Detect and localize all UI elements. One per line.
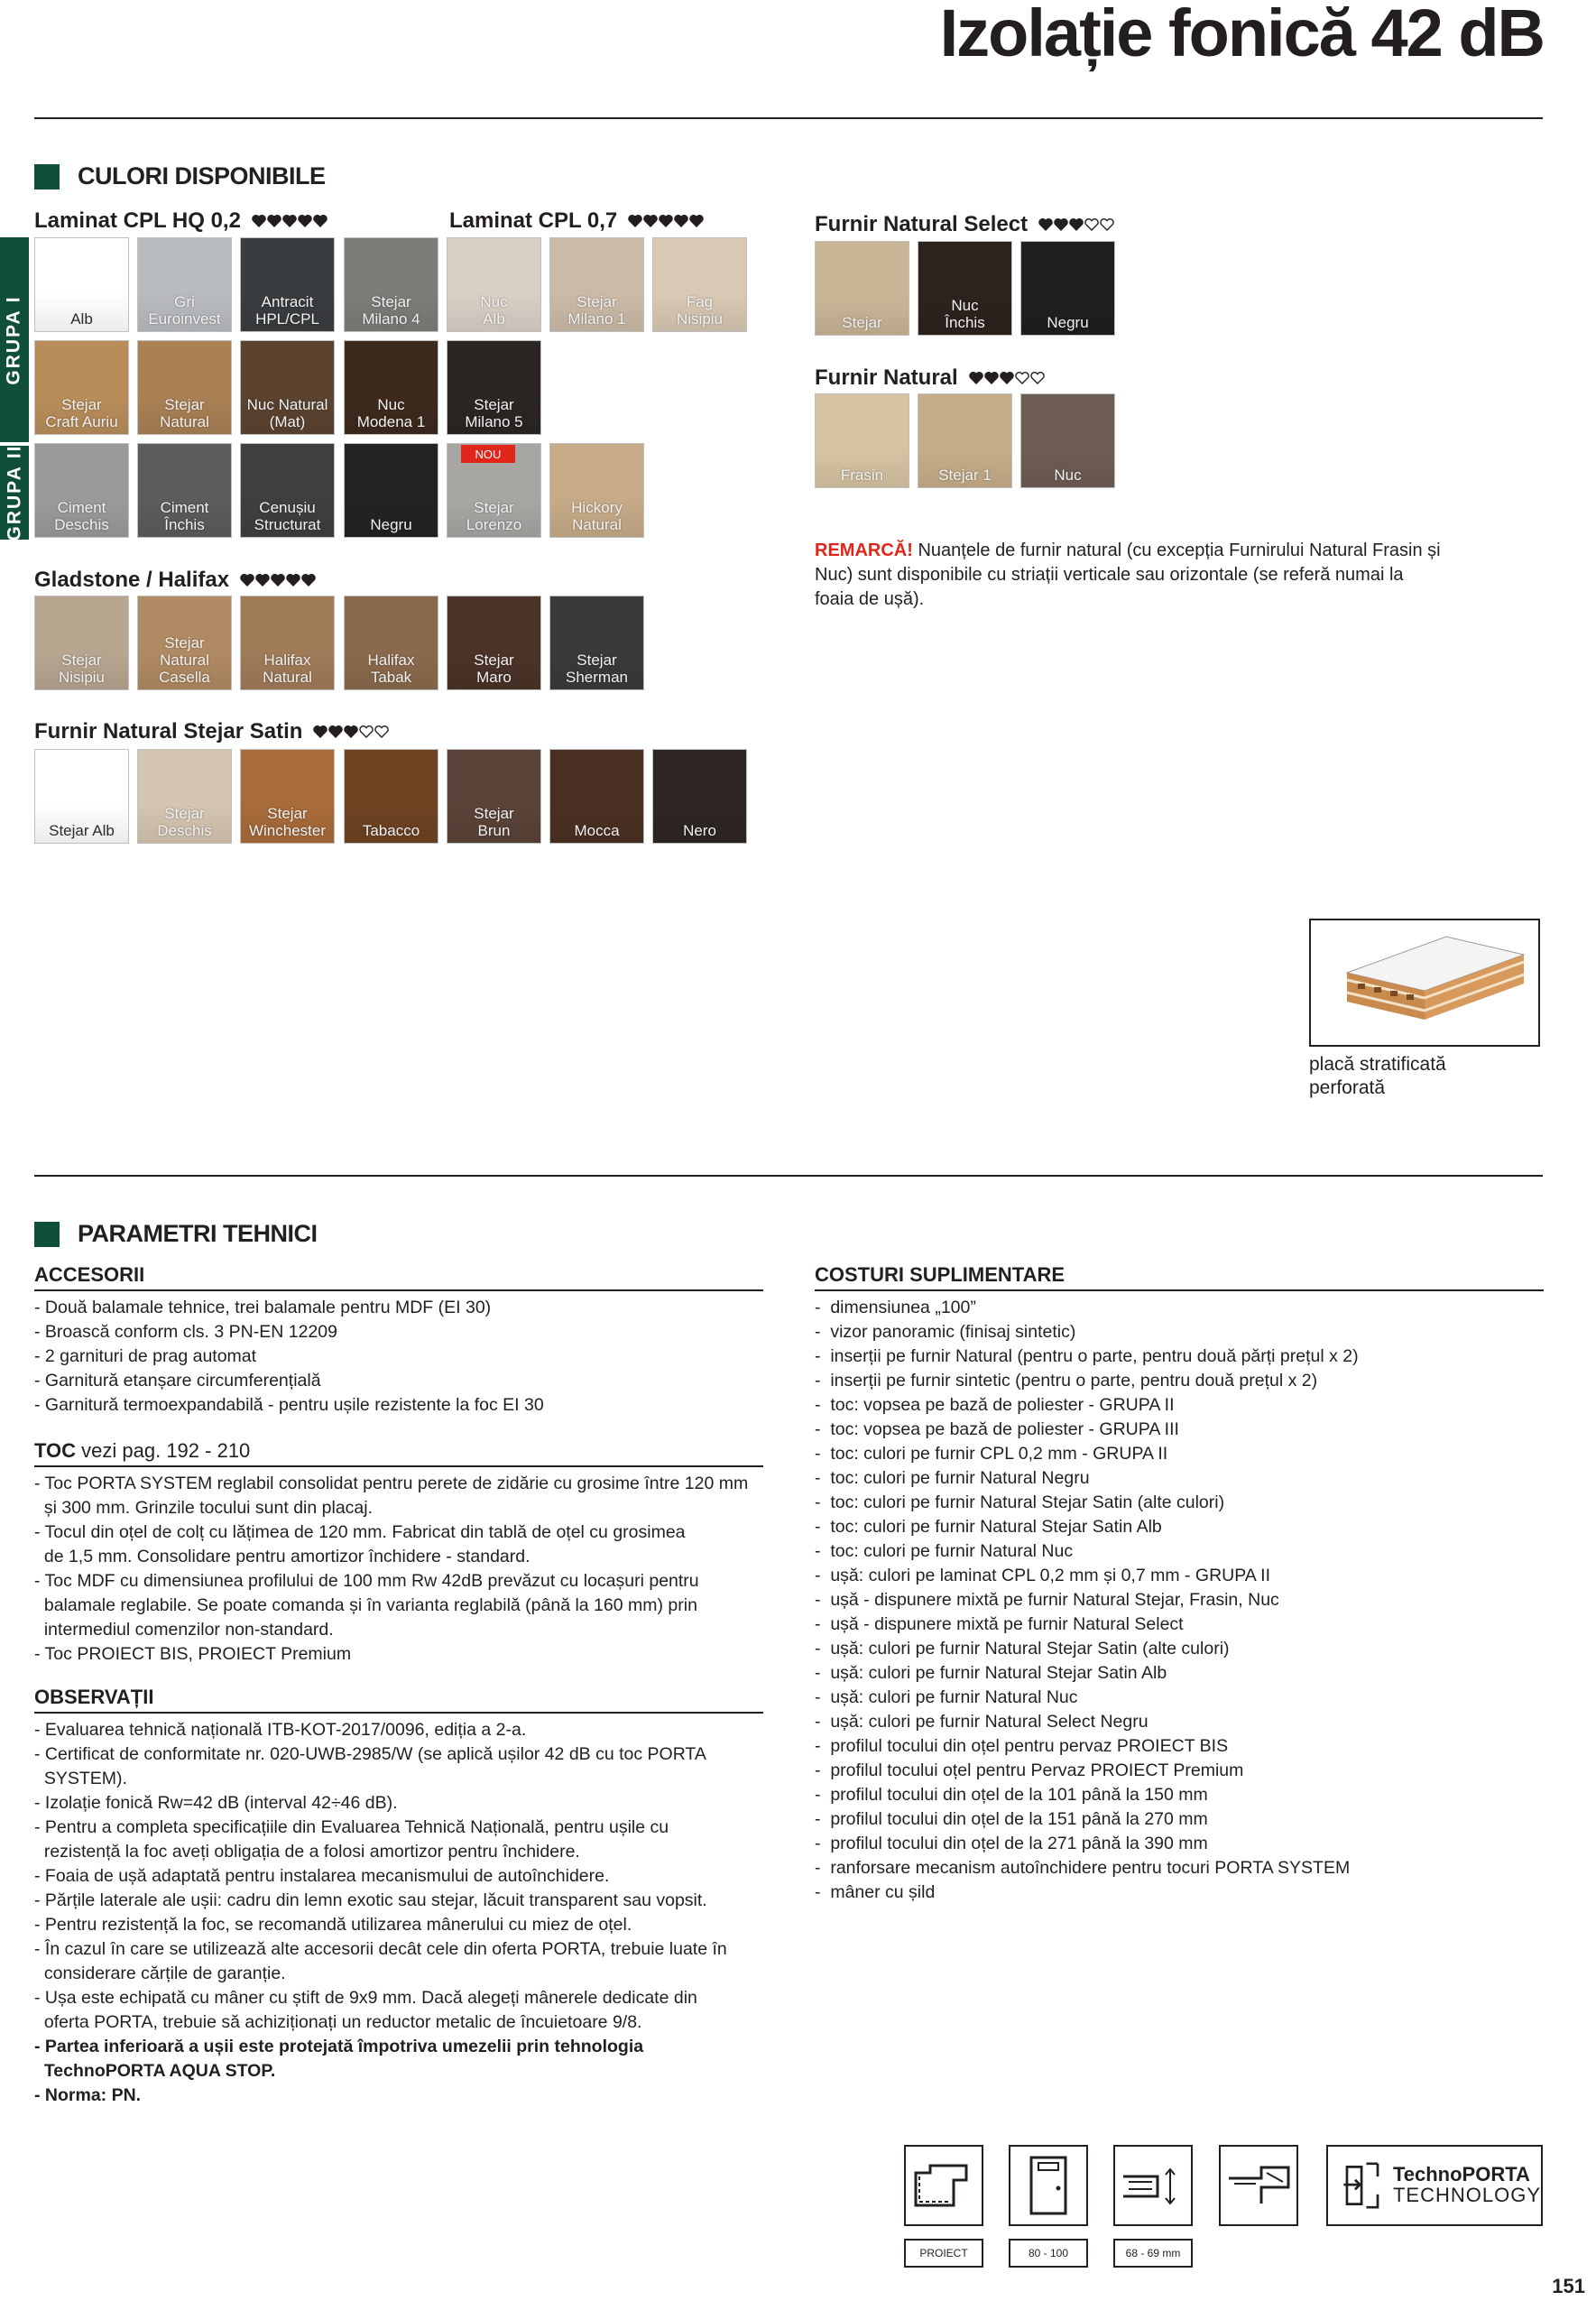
color-swatch <box>918 393 1012 488</box>
list-item: - profilul tocului oțel pentru Pervaz PROIECT Premium <box>815 1760 1244 1780</box>
swatch-label: Stejar Maro <box>474 651 514 686</box>
section-marker-icon <box>34 1222 60 1247</box>
group-furnir-natural: Furnir Natural <box>815 365 1045 391</box>
color-swatch <box>815 241 909 336</box>
list-item: - Părțile laterale ale ușii: cadru din lemn exotic sau stejar, lăcuit transparent sau vopsit. <box>34 1890 707 1910</box>
rating-icon <box>240 574 316 587</box>
swatch-label: Antracit HPL/CPL <box>255 293 319 328</box>
list-item: - În cazul în care se utilizează alte accesorii decât cele din oferta PORTA, trebuie luate în considerare cărțile de garanție. <box>34 1939 727 1983</box>
swatch-label: Nero <box>683 822 716 839</box>
swatch-label: Nuc Modena 1 <box>356 396 426 430</box>
technoporta-name: TechnoPORTA <box>1392 2163 1530 2185</box>
swatch-label: Nuc <box>1054 467 1082 484</box>
list-item: - Tocul din oțel de colț cu lățimea de 120 mm. Fabricat din tablă de oțel cu grosimea de 1,5 mm. Consolidare pentru amortizor închidere - standard. <box>34 1522 686 1566</box>
list-item: - ușă: culori pe furnir Natural Select Negru <box>815 1712 1149 1732</box>
divider <box>34 1175 1543 1177</box>
list-item: - Pentru a completa specificațiile din Evaluarea Tehnică Națională, pentru ușile cu rezistență la foc aveți obligația de a folosi amortizor pentru închidere. <box>34 1817 669 1862</box>
list-item: - toc: culori pe furnir Natural Stejar Satin Alb <box>815 1517 1162 1537</box>
color-swatch <box>137 596 232 690</box>
list-item: - Certificat de conformitate nr. 020-UWB-2985/W (se aplică ușilor 42 dB cu toc PORTA SYSTEM). <box>34 1744 706 1788</box>
page-title: Izolație fonică 42 dB <box>939 0 1544 70</box>
section-colors <box>34 162 326 190</box>
list-item: - ușă: culori pe furnir Natural Stejar Satin (alte culori) <box>815 1639 1230 1659</box>
color-swatch <box>344 596 438 690</box>
list-item: - dimensiunea „100” <box>815 1298 976 1317</box>
color-swatch <box>549 596 644 690</box>
list-item: - vizor panoramic (finisaj sintetic) <box>815 1322 1076 1342</box>
swatch-label: Stejar Milano 4 <box>362 293 420 328</box>
technoporta-sub: TECHNOLOGY <box>1392 2184 1541 2206</box>
color-swatch <box>34 237 129 332</box>
color-swatch <box>34 749 129 844</box>
swatch-label: Stejar Alb <box>49 822 115 839</box>
color-swatch <box>344 443 438 538</box>
color-swatch <box>137 340 232 435</box>
list-item: - toc: culori pe furnir Natural Nuc <box>815 1541 1074 1561</box>
color-swatch <box>447 237 541 332</box>
list-item: - toc: vopsea pe bază de poliester - GRUPA II <box>815 1395 1175 1415</box>
section-title: CULORI DISPONIBILE <box>78 162 326 189</box>
color-swatch <box>344 237 438 332</box>
swatch-label: Nuc Natural (Mat) <box>246 396 328 430</box>
rating-icon <box>969 372 1045 384</box>
list-item: - Toc PROIECT BIS, PROIECT Premium <box>34 1644 352 1664</box>
list-item-bold: - Partea inferioară a ușii este protejată împotriva umezelii prin tehnologia TechnoPORTA AQUA STOP. <box>34 2037 644 2081</box>
color-swatch <box>240 749 335 844</box>
swatch-label: Ciment Deschis <box>54 499 109 533</box>
color-swatch <box>34 596 129 690</box>
list-item: - Garnitură etanșare circumferențială <box>34 1371 321 1391</box>
list-item: - ranforsare mecanism autoînchidere pentru tocuri PORTA SYSTEM <box>815 1858 1351 1878</box>
swatch-label: Stejar 1 <box>938 467 992 484</box>
list-item: - toc: culori pe furnir Natural Stejar Satin (alte culori) <box>815 1492 1225 1512</box>
swatch-label: Stejar Deschis <box>157 805 212 839</box>
swatch-label: Alb <box>70 310 93 328</box>
list-item: - profilul tocului din oțel de la 101 până la 150 mm <box>815 1785 1208 1805</box>
color-swatch <box>447 749 541 844</box>
rating-icon <box>252 215 328 227</box>
icon-label: 68 - 69 mm <box>1113 2239 1193 2268</box>
swatch-label: Stejar Sherman <box>566 651 628 686</box>
swatch-label: Stejar Milano 5 <box>465 396 523 430</box>
list-item: - profilul tocului din oțel pentru pervaz PROIECT BIS <box>815 1736 1229 1756</box>
swatch-label: Nuc Alb <box>480 293 508 328</box>
section-title: PARAMETRI TEHNICI <box>78 1220 318 1247</box>
swatch-label: Stejar Natural <box>160 396 209 430</box>
list-item: - mâner cu șild <box>815 1882 936 1902</box>
plate-caption: placă stratificată perforată <box>1309 1054 1446 1098</box>
observatii-list <box>34 1718 774 2108</box>
swatch-label: Stejar Winchester <box>248 805 327 839</box>
list-item: - Broască conform cls. 3 PN-EN 12209 <box>34 1322 337 1342</box>
list-item: - Evaluarea tehnică națională ITB-KOT-2017/0096, ediția a 2-a. <box>34 1720 527 1740</box>
accesorii-list <box>34 1296 774 1418</box>
color-swatch <box>1020 393 1115 488</box>
door-size-icon <box>1009 2145 1088 2226</box>
icon-label: PROIECT <box>904 2239 983 2268</box>
swatch-label: Negru <box>370 516 412 533</box>
list-item: - ușă: culori pe laminat CPL 0,2 mm și 0,7 mm - GRUPA II <box>815 1566 1270 1585</box>
list-item-bold: - Norma: PN. <box>34 2085 142 2105</box>
list-item: - toc: culori pe furnir Natural Negru <box>815 1468 1090 1488</box>
frame-profile-icon <box>904 2145 983 2226</box>
grupa-1-band: GRUPA I <box>0 237 29 442</box>
swatch-label: Halifax Natural <box>263 651 312 686</box>
list-item: - ușă: culori pe furnir Natural Stejar Satin Alb <box>815 1663 1167 1683</box>
rating-icon <box>1038 218 1114 231</box>
swatch-label: Stejar Craft Auriu <box>45 396 118 430</box>
list-item: - inserții pe furnir sintetic (pentru o parte, pentru două prețul x 2) <box>815 1371 1318 1391</box>
divider <box>34 117 1543 119</box>
list-item: - Ușa este echipată cu mâner cu știft de 9x9 mm. Dacă alegeți mânerele dedicate din oferta PORTA, trebuie să achiziționați un reductor metalic de încuietoare 9/8. <box>34 1988 697 2032</box>
color-swatch <box>137 749 232 844</box>
group-gladstone: Gladstone / Halifax <box>34 568 316 593</box>
costuri-list <box>815 1296 1554 1905</box>
color-swatch <box>549 237 644 332</box>
color-swatch <box>652 237 747 332</box>
list-item: - ușă - dispunere mixtă pe furnir Natural Stejar, Frasin, Nuc <box>815 1590 1279 1610</box>
remark-note: REMARCĂ! Nuanțele de furnir natural (cu excepția Furnirului Natural Frasin și Nuc) sunt disponibile cu striații verticale sau orizontale (se referă numai la foaia de ușă). <box>815 541 1441 609</box>
list-item: - 2 garnituri de prag automat <box>34 1346 257 1366</box>
swatch-label: Halifax Tabak <box>367 651 415 686</box>
color-swatch <box>447 596 541 690</box>
swatch-label: Ciment Închis <box>160 499 209 533</box>
group-stejar-satin: Furnir Natural Stejar Satin <box>34 719 389 744</box>
new-badge: NOU <box>461 445 515 463</box>
swatch-label: Stejar Brun <box>474 805 514 839</box>
color-swatch <box>344 749 438 844</box>
color-swatch <box>240 340 335 435</box>
costuri-heading: COSTURI SUPLIMENTARE <box>815 1263 1544 1291</box>
color-swatch <box>447 340 541 435</box>
grupa-2-band: GRUPA II <box>0 446 29 540</box>
layered-plate-image <box>1309 919 1540 1047</box>
icon-label: 80 - 100 <box>1009 2239 1088 2268</box>
swatch-label: Frasin <box>840 467 884 484</box>
list-item: - ușă: culori pe furnir Natural Nuc <box>815 1687 1078 1707</box>
list-item: - inserții pe furnir Natural (pentru o parte, pentru două părți prețul x 2) <box>815 1346 1359 1366</box>
swatch-label: Nuc Închis <box>945 297 985 331</box>
section-params <box>34 1220 318 1248</box>
list-item: - Două balamale tehnice, trei balamale pentru MDF (EI 30) <box>34 1298 492 1317</box>
list-item: - Izolație fonică Rw=42 dB (interval 42÷46 dB). <box>34 1793 398 1813</box>
technoporta-icon <box>1339 2158 1386 2213</box>
rating-icon <box>313 725 389 738</box>
list-item: - Foaia de ușă adaptată pentru instalarea mecanismului de autoînchidere. <box>34 1866 610 1886</box>
swatch-label: Stejar Natural Casella <box>159 634 210 686</box>
accesorii-heading: ACCESORII <box>34 1263 763 1291</box>
swatch-label: Negru <box>1047 314 1089 331</box>
list-item: - toc: vopsea pe bază de poliester - GRUPA III <box>815 1419 1179 1439</box>
color-swatch <box>34 340 129 435</box>
section-marker-icon <box>34 164 60 189</box>
swatch-label: Stejar Nisipiu <box>58 651 106 686</box>
swatch-label: Gri Euroinvest <box>148 293 221 328</box>
color-swatch <box>549 749 644 844</box>
swatch-label: Stejar Lorenzo <box>466 499 522 533</box>
color-swatch <box>34 443 129 538</box>
group-furnir-select: Furnir Natural Select <box>815 212 1114 237</box>
color-swatch <box>549 443 644 538</box>
list-item: - Toc PORTA SYSTEM reglabil consolidat pentru perete de zidărie cu grosime între 120 mm și 300 mm. Grinzile tocului sunt din placaj. <box>34 1474 749 1518</box>
list-item: - ușă - dispunere mixtă pe furnir Natural Select <box>815 1614 1184 1634</box>
swatch-label: Stejar <box>842 314 882 331</box>
swatch-label: Cenușiu Structurat <box>254 499 321 533</box>
swatch-label: Mocca <box>574 822 620 839</box>
swatch-label: Hickory Natural <box>571 499 623 533</box>
color-swatch <box>137 443 232 538</box>
rating-icon <box>628 215 704 227</box>
swatch-label: Fag Nisipiu <box>676 293 724 328</box>
color-swatch <box>652 749 747 844</box>
color-swatch <box>137 237 232 332</box>
list-item: - profilul tocului din oțel de la 271 până la 390 mm <box>815 1834 1208 1853</box>
toc-heading: TOC vezi pag. 192 - 210 <box>34 1439 763 1467</box>
color-swatch <box>815 393 909 488</box>
list-item: - profilul tocului din oțel de la 151 până la 270 mm <box>815 1809 1208 1829</box>
color-swatch <box>240 237 335 332</box>
swatch-label: Stejar Milano 1 <box>567 293 626 328</box>
list-item: - Pentru rezistență la foc, se recomandă utilizarea mânerului cu miez de oțel. <box>34 1915 632 1935</box>
page-number: 151 <box>1552 2275 1585 2297</box>
swatch-label: Tabacco <box>362 822 420 839</box>
door-thickness-icon <box>1113 2145 1193 2226</box>
color-swatch <box>918 241 1012 336</box>
list-item: - toc: culori pe furnir CPL 0,2 mm - GRUPA II <box>815 1444 1168 1464</box>
group-laminat-cpl-07: Laminat CPL 0,7 <box>449 208 704 234</box>
list-item: - Toc MDF cu dimensiunea profilului de 100 mm Rw 42dB prevăzut cu locașuri pentru balamale reglabile. Se poate comanda și în varianta reglabilă (până la 160 mm) prin intermediul comenzilor non-standard. <box>34 1571 699 1640</box>
group-laminat-cpl-02: Laminat CPL HQ 0,2 <box>34 208 328 234</box>
color-swatch <box>240 443 335 538</box>
color-swatch <box>240 596 335 690</box>
technoporta-logo <box>1326 2145 1543 2226</box>
color-swatch <box>344 340 438 435</box>
color-swatch <box>1020 241 1115 336</box>
list-item: - Garnitură termoexpandabilă - pentru ușile rezistente la foc EI 30 <box>34 1395 544 1415</box>
threshold-icon <box>1219 2145 1298 2226</box>
toc-list <box>34 1472 774 1667</box>
observatii-heading: OBSERVAȚII <box>34 1686 763 1714</box>
